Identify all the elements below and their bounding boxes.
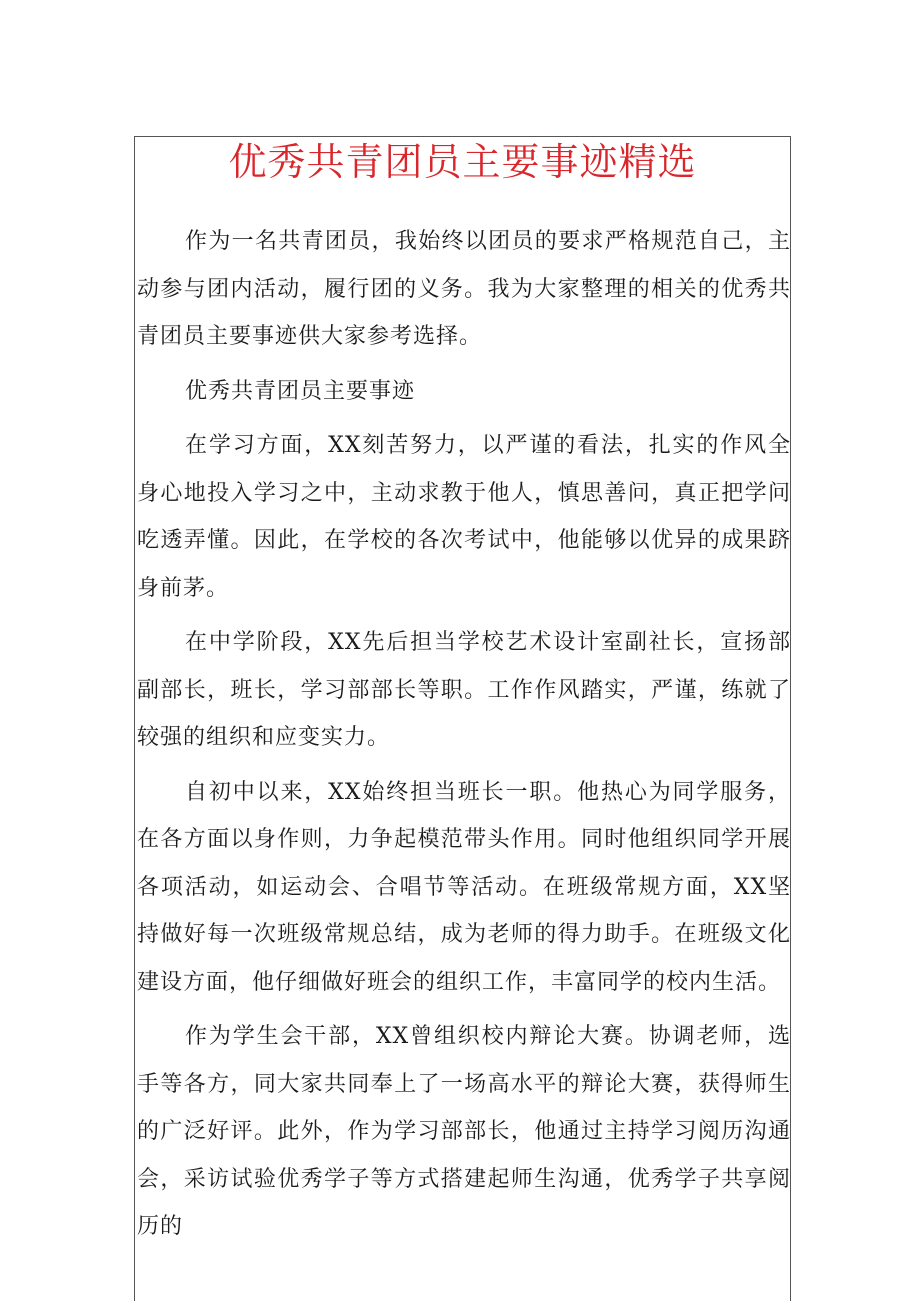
section-heading: 优秀共青团员主要事迹: [185, 378, 416, 404]
document-body: [137, 218, 791, 1258]
student-union-paragraph: 作为学生会干部，XX曾组织校内辩论大赛。协调老师，选手等各方，同大家共同奉上了一场高水平的辩论大赛，获得师生的广泛好评。此外，作为学习部部长，他通过主持学习阅历沟通会，采访试验优秀学子等方式搭建起师生沟通，优秀学子共享阅历的: [137, 1024, 791, 1239]
intro-paragraph: 作为一名共青团员，我始终以团员的要求严格规范自己，主动参与团内活动，履行团的义务。我为大家整理的相关的优秀共青团员主要事迹供大家参考选择。: [137, 229, 791, 349]
page-title: 优秀共青团员主要事迹精选: [228, 140, 697, 184]
study-paragraph: 在学习方面，XX刻苦努力，以严谨的看法，扎实的作风全身心地投入学习之中，主动求教于他人，慎思善问，真正把学问吃透弄懂。因此，在学校的各次考试中，他能够以优异的成果跻身前茅。: [137, 433, 791, 601]
class-monitor-paragraph: 自初中以来，XX始终担当班长一职。他热心为同学服务，在各方面以身作则，力争起模范带头作用。同时他组织同学开展各项活动，如运动会、合唱节等活动。在班级常规方面，XX坚持做好每一次班级常规总结，成为老师的得力助手。在班级文化建设方面，他仔细做好班会的组织工作，丰富同学的校内生活。: [137, 779, 791, 995]
positions-paragraph: 在中学阶段，XX先后担当学校艺术设计室副社长，宣扬部副部长，班长，学习部部长等职。工作作风踏实，严谨，练就了较强的组织和应变实力。: [137, 630, 791, 750]
